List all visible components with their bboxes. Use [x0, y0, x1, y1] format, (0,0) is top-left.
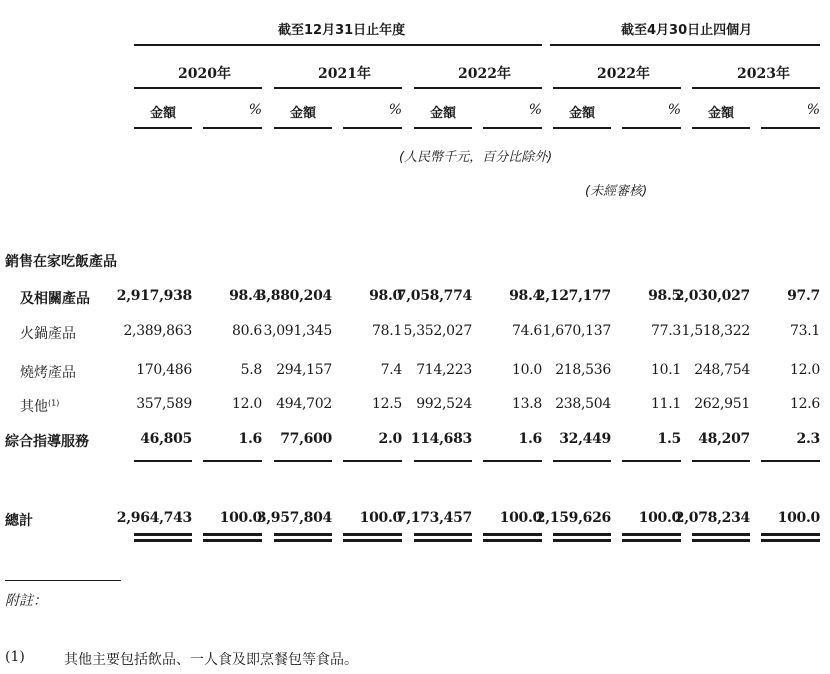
amount-header: 金額 — [568, 106, 595, 121]
year-header: 2020年 — [178, 66, 231, 82]
year-header: 2022年 — [458, 66, 511, 82]
cell-value: 100.0 — [219, 510, 262, 526]
cell-value: 294,157 — [276, 362, 332, 378]
total-double-rule — [203, 533, 262, 536]
cell-value: 494,702 — [276, 396, 332, 412]
cell-value: 32,449 — [559, 431, 611, 447]
cell-value: 218,536 — [555, 362, 611, 378]
subtotal-rule — [761, 460, 820, 462]
group-header-four-months: 截至4月30日止四個月 — [621, 23, 753, 38]
cell-value: 3,091,345 — [263, 323, 332, 339]
unit-note: (人民幣千元，百分比除外) — [399, 150, 553, 165]
cell-value: 2,078,234 — [674, 510, 750, 526]
group-header-annual: 截至12月31日止年度 — [278, 23, 406, 38]
cell-value: 2.0 — [378, 431, 402, 447]
total-double-rule — [483, 533, 542, 536]
cell-value: 262,951 — [694, 396, 750, 412]
year-header: 2023年 — [737, 66, 790, 82]
year-header: 2022年 — [597, 66, 650, 82]
unaudited-note: (未經審核) — [585, 184, 648, 199]
subtotal-rule — [553, 460, 611, 462]
cell-value: 2,964,743 — [116, 510, 192, 526]
total-double-rule — [343, 533, 402, 536]
cell-value: 2,127,177 — [535, 288, 611, 304]
cell-value: 3,957,804 — [256, 510, 332, 526]
row-label-bbq: 燒烤產品 — [20, 365, 76, 381]
cell-value: 1.5 — [657, 431, 681, 447]
percent-header: % — [667, 102, 681, 118]
subtotal-rule — [203, 460, 262, 462]
amount-header: 金額 — [149, 106, 176, 121]
row-label-total: 總計 — [5, 513, 33, 529]
subtotal-rule — [134, 460, 192, 462]
cell-value: 100.0 — [359, 510, 402, 526]
subtotal-rule — [414, 460, 472, 462]
subheader-rule — [343, 127, 402, 129]
row-label-others: 其他$^{(1)}$ — [20, 398, 60, 415]
row-label-sales: 及相關產品 — [20, 291, 90, 307]
cell-value: 13.8 — [512, 396, 542, 412]
cell-value: 238,504 — [555, 396, 611, 412]
footnote-ref: (1) — [48, 398, 60, 408]
cell-value: 5.8 — [240, 362, 262, 378]
total-double-rule — [553, 533, 611, 536]
year-rule — [414, 87, 542, 89]
subheader-rule — [203, 127, 262, 129]
total-double-rule — [274, 533, 332, 536]
percent-header: % — [248, 102, 262, 118]
total-double-rule — [134, 533, 192, 536]
cell-value: 1,518,322 — [681, 323, 750, 339]
cell-value: 98.4 — [229, 288, 262, 304]
subheader-rule — [761, 127, 820, 129]
cell-value: 10.0 — [512, 362, 542, 378]
subtotal-rule — [343, 460, 402, 462]
cell-value: 12.5 — [372, 396, 402, 412]
total-double-rule — [274, 539, 332, 542]
cell-value: 97.7 — [787, 288, 820, 304]
year-rule — [134, 87, 262, 89]
cell-value: 12.0 — [790, 362, 820, 378]
total-double-rule — [553, 539, 611, 542]
total-double-rule — [692, 539, 750, 542]
cell-value: 98.0 — [369, 288, 402, 304]
cell-value: 11.1 — [651, 396, 681, 412]
footnote-marker: (1) — [5, 649, 25, 665]
cell-value: 248,754 — [694, 362, 750, 378]
subheader-rule — [483, 127, 542, 129]
cell-value: 98.4 — [509, 288, 542, 304]
row-label-sales-line1: 銷售在家吃飯產品 — [5, 254, 117, 270]
subheader-rule — [692, 127, 750, 129]
total-double-rule — [134, 539, 192, 542]
cell-value: 100.0 — [638, 510, 681, 526]
footnotes-title: 附註： — [5, 593, 47, 609]
percent-header: % — [528, 102, 542, 118]
footnote-text: 其他主要包括飲品、一人食及即烹餐包等食品。 — [64, 652, 358, 668]
cell-value: 3,880,204 — [256, 288, 332, 304]
cell-value: 1.6 — [518, 431, 542, 447]
amount-header: 金額 — [707, 106, 734, 121]
cell-value: 77.3 — [651, 323, 681, 339]
subheader-rule — [622, 127, 681, 129]
cell-value: 1,670,137 — [542, 323, 611, 339]
cell-value: 1.6 — [238, 431, 262, 447]
subheader-rule — [274, 127, 332, 129]
total-double-rule — [761, 533, 820, 536]
total-double-rule — [483, 539, 542, 542]
cell-value: 714,223 — [416, 362, 472, 378]
cell-value: 992,524 — [416, 396, 472, 412]
total-double-rule — [622, 539, 681, 542]
group-rule-annual — [134, 44, 542, 46]
total-double-rule — [622, 533, 681, 536]
cell-value: 46,805 — [140, 431, 192, 447]
percent-header: % — [806, 102, 820, 118]
amount-header: 金額 — [429, 106, 456, 121]
cell-value: 100.0 — [777, 510, 820, 526]
total-double-rule — [761, 539, 820, 542]
cell-value: 170,486 — [136, 362, 192, 378]
cell-value: 2,389,863 — [123, 323, 192, 339]
percent-header: % — [388, 102, 402, 118]
total-double-rule — [414, 539, 472, 542]
year-rule — [274, 87, 402, 89]
cell-value: 7.4 — [380, 362, 402, 378]
cell-value: 100.0 — [499, 510, 542, 526]
row-label-hotpot: 火鍋產品 — [20, 326, 76, 342]
cell-value: 80.6 — [232, 323, 262, 339]
year-header: 2021年 — [318, 66, 371, 82]
cell-value: 78.1 — [372, 323, 402, 339]
total-double-rule — [343, 539, 402, 542]
subtotal-rule — [483, 460, 542, 462]
year-rule — [692, 87, 820, 89]
cell-value: 114,683 — [410, 431, 472, 447]
cell-value: 357,589 — [136, 396, 192, 412]
subtotal-rule — [274, 460, 332, 462]
group-rule-four-months — [550, 44, 820, 46]
cell-value: 12.0 — [232, 396, 262, 412]
subheader-rule — [134, 127, 192, 129]
row-label-guidance: 綜合指導服務 — [5, 434, 89, 450]
cell-value: 2.3 — [796, 431, 820, 447]
footnote-divider — [5, 580, 121, 581]
total-double-rule — [414, 533, 472, 536]
cell-value: 48,207 — [698, 431, 750, 447]
subheader-rule — [414, 127, 472, 129]
cell-value: 98.5 — [648, 288, 681, 304]
total-double-rule — [203, 539, 262, 542]
year-rule — [553, 87, 681, 89]
amount-header: 金額 — [289, 106, 316, 121]
cell-value: 2,159,626 — [535, 510, 611, 526]
cell-value: 74.6 — [512, 323, 542, 339]
cell-value: 7,173,457 — [396, 510, 472, 526]
cell-value: 2,917,938 — [116, 288, 192, 304]
subtotal-rule — [622, 460, 681, 462]
cell-value: 2,030,027 — [674, 288, 750, 304]
cell-value: 73.1 — [790, 323, 820, 339]
cell-value: 12.6 — [790, 396, 820, 412]
cell-value: 5,352,027 — [403, 323, 472, 339]
subheader-rule — [553, 127, 611, 129]
total-double-rule — [692, 533, 750, 536]
subtotal-rule — [692, 460, 750, 462]
cell-value: 77,600 — [280, 431, 332, 447]
cell-value: 10.1 — [651, 362, 681, 378]
cell-value: 7,058,774 — [396, 288, 472, 304]
